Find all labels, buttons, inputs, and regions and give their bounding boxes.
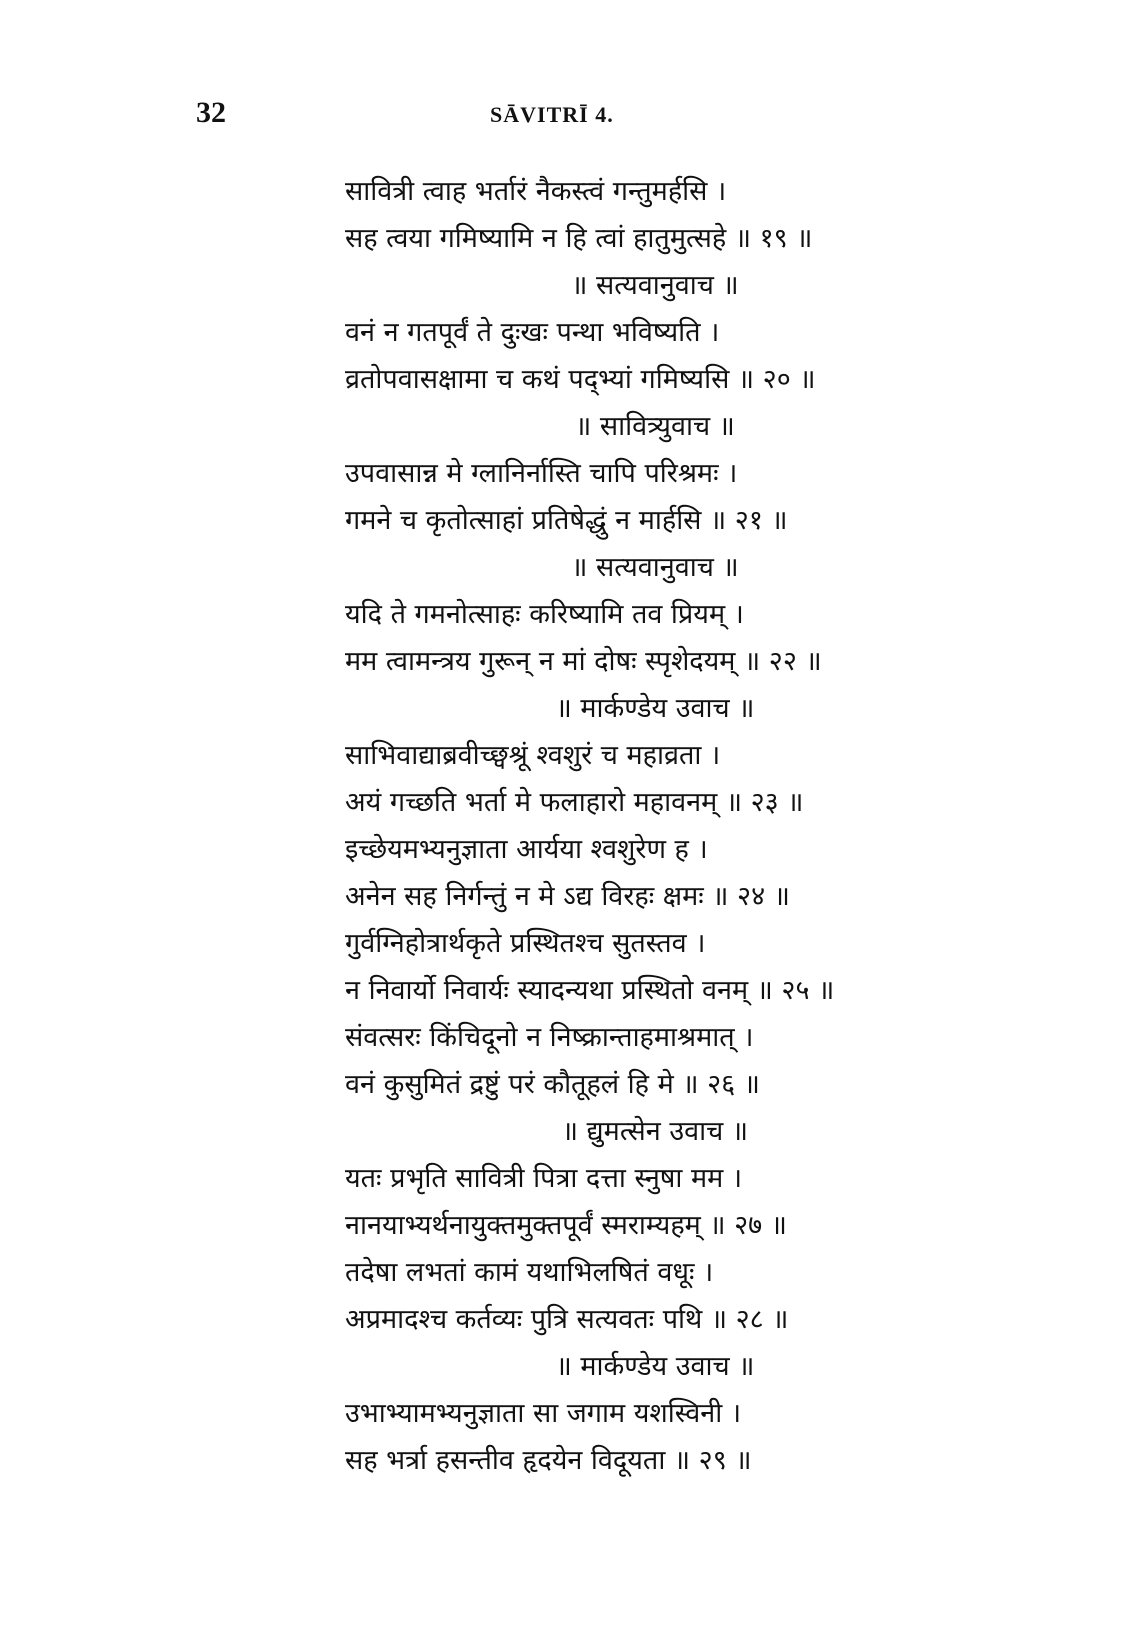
verse-line: मम त्वामन्त्रय गुरून् न मां दोषः स्पृशेदयम् ॥ २२ ॥ xyxy=(345,646,822,677)
speaker-heading: ॥ सत्यवानुवाच ॥ xyxy=(571,552,739,583)
verse-line: उभाभ्यामभ्यनुज्ञाता सा जगाम यशस्विनी । xyxy=(345,1398,742,1429)
verse-line: सह भर्त्रा हसन्तीव हृदयेन विदूयता ॥ २९ ॥ xyxy=(345,1445,752,1476)
verse-line: गमने च कृतोत्साहां प्रतिषेद्धुं न मार्हसि ॥ २१ ॥ xyxy=(345,505,788,536)
verse-line: इच्छेयमभ्यनुज्ञाता आर्यया श्वशुरेण ह । xyxy=(345,834,708,865)
verse-line: वनं न गतपूर्वं ते दुःखः पन्था भविष्यति । xyxy=(345,317,720,348)
verse-block xyxy=(345,168,905,1484)
verse-line: नानयाभ्यर्थनायुक्तमुक्तपूर्वं स्मराम्यहम् ॥ २७ ॥ xyxy=(345,1210,787,1241)
verse-line: यतः प्रभृति सावित्री पित्रा दत्ता स्नुषा मम । xyxy=(345,1163,743,1194)
verse-line: यदि ते गमनोत्साहः करिष्यामि तव प्रियम् । xyxy=(345,599,744,630)
verse-line: वनं कुसुमितं द्रष्टुं परं कौतूहलं हि मे ॥ २६ ॥ xyxy=(345,1069,760,1100)
speaker-heading: ॥ द्युमत्सेन उवाच ॥ xyxy=(561,1116,749,1147)
verse-line: साभिवाद्याब्रवीच्छ्वश्रूं श्वशुरं च महाव्रता । xyxy=(345,740,721,771)
verse-line: गुर्वग्निहोत्रार्थकृते प्रस्थितश्च सुतस्तव । xyxy=(345,928,706,959)
page-number: 32 xyxy=(196,96,226,129)
verse-line: संवत्सरः किंचिदूनो न निष्क्रान्ताहमाश्रमात् । xyxy=(345,1022,754,1053)
verse-line: सावित्री त्वाह भर्तारं नैकस्त्वं गन्तुमर्हसि । xyxy=(345,176,727,207)
verse-line: व्रतोपवासक्षामा च कथं पद्भ्यां गमिष्यसि ॥ २० ॥ xyxy=(345,364,816,395)
speaker-heading: ॥ सावित्र्युवाच ॥ xyxy=(575,411,735,442)
verse-line: अनेन सह निर्गन्तुं न मे ऽद्य विरहः क्षमः ॥ २४ ॥ xyxy=(345,881,790,912)
verse-line: तदेषा लभतां कामं यथाभिलषितं वधूः । xyxy=(345,1257,714,1288)
speaker-heading: ॥ मार्कण्डेय उवाच ॥ xyxy=(555,1351,755,1382)
verse-line: अप्रमादश्च कर्तव्यः पुत्रि सत्यवतः पथि ॥ २८ ॥ xyxy=(345,1304,789,1335)
verse-line: अयं गच्छति भर्ता मे फलाहारो महावनम् ॥ २३ ॥ xyxy=(345,787,804,818)
verse-line: उपवासान्न मे ग्लानिर्नास्ति चापि परिश्रमः । xyxy=(345,458,738,489)
verse-line: सह त्वया गमिष्यामि न हि त्वां हातुमुत्सहे ॥ १९ ॥ xyxy=(345,223,813,254)
speaker-heading: ॥ सत्यवानुवाच ॥ xyxy=(571,270,739,301)
verse-line: न निवार्यो निवार्यः स्यादन्यथा प्रस्थितो वनम् ॥ २५ ॥ xyxy=(345,975,835,1006)
running-title: SĀVITRĪ 4. xyxy=(490,102,614,127)
speaker-heading: ॥ मार्कण्डेय उवाच ॥ xyxy=(555,693,755,724)
